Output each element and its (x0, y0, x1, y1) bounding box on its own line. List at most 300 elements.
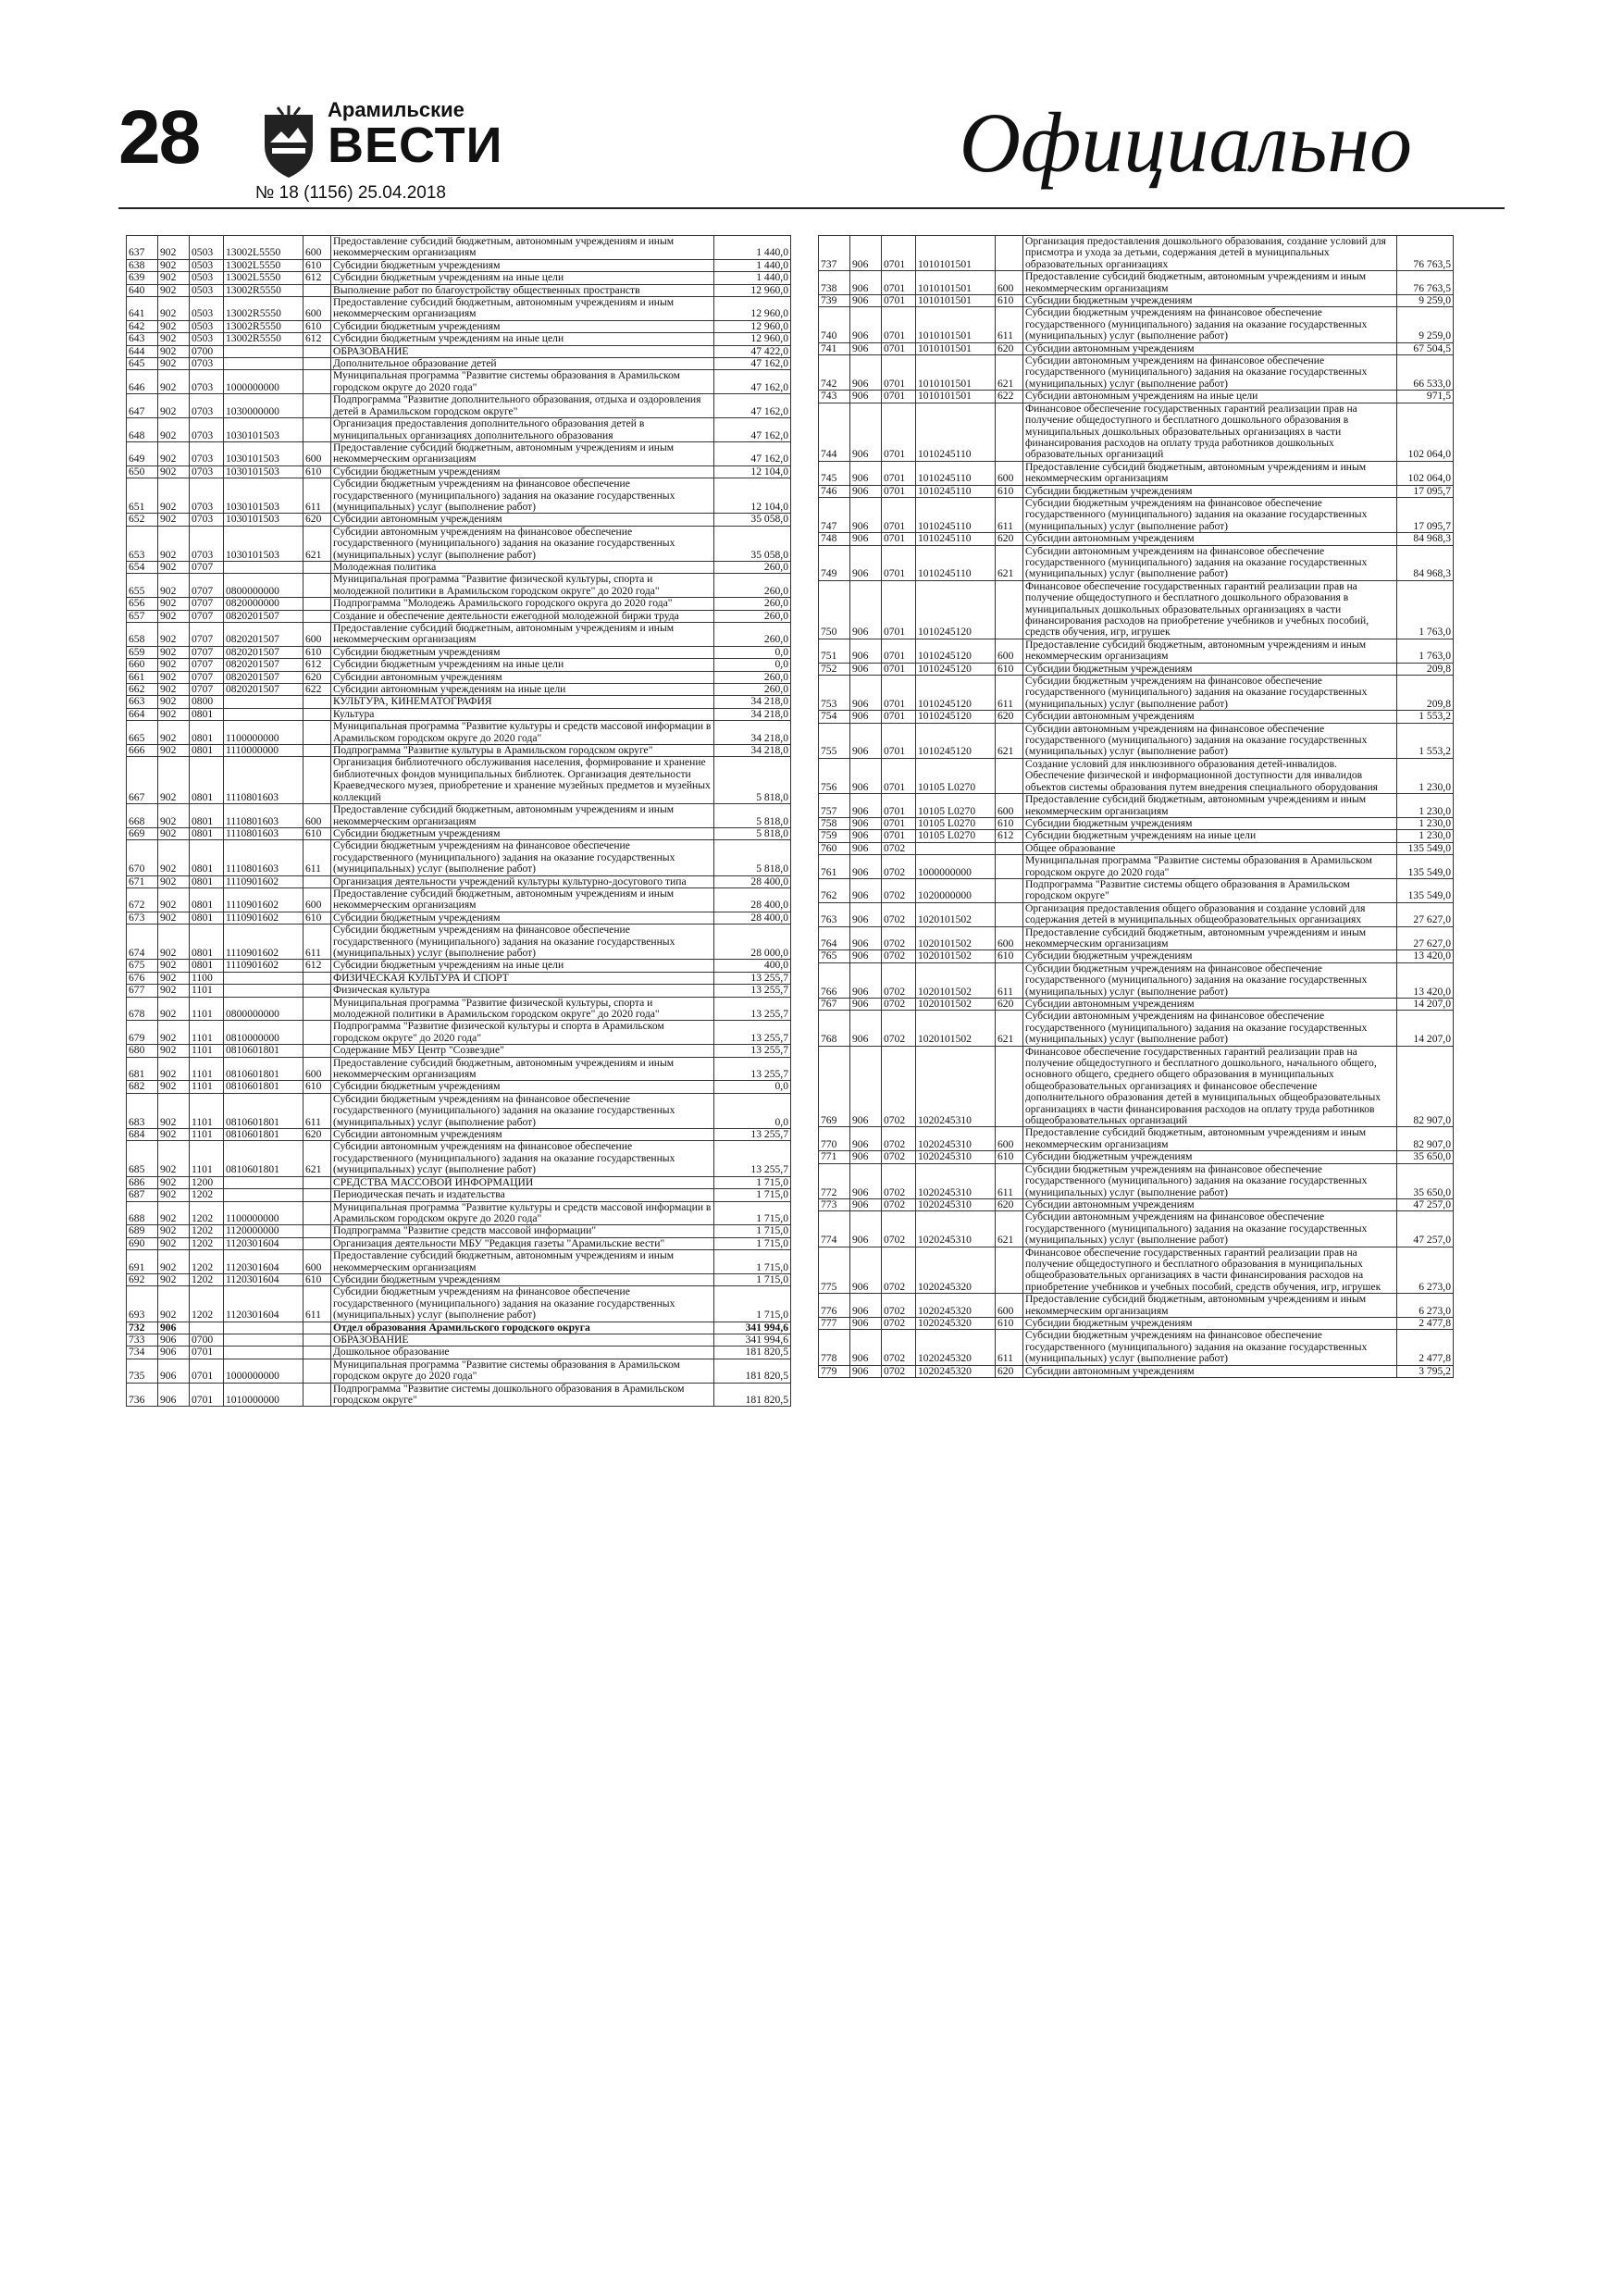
table-row (127, 985, 791, 997)
row-number: 746 (819, 485, 850, 497)
amount: 27 627,0 (1397, 902, 1454, 926)
amount: 341 994,6 (714, 1334, 791, 1346)
section-code: 1202 (190, 1237, 224, 1249)
table-row (127, 418, 791, 442)
row-number: 674 (127, 925, 158, 960)
table-row (819, 461, 1454, 485)
row-name: КУЛЬТУРА, КИНЕМАТОГРАФИЯ (331, 696, 714, 708)
section-code: 0503 (190, 236, 224, 260)
target-code: 1110901602 (224, 887, 304, 912)
target-code (224, 708, 304, 720)
ministry-code: 906 (850, 758, 882, 793)
row-number: 732 (127, 1322, 158, 1334)
target-code: 0810601801 (224, 1093, 304, 1128)
amount: 9 259,0 (1397, 295, 1454, 307)
row-number: 637 (127, 236, 158, 260)
section-code: 0503 (190, 297, 224, 321)
amount: 82 907,0 (1397, 1127, 1454, 1151)
table-row (127, 526, 791, 561)
expense-type: 612 (304, 333, 331, 345)
row-number: 677 (127, 985, 158, 997)
table-row (127, 721, 791, 745)
expense-type (304, 370, 331, 394)
row-number: 676 (127, 972, 158, 984)
target-code: 1110801603 (224, 840, 304, 875)
amount: 2 477,8 (1397, 1330, 1454, 1365)
row-number: 747 (819, 497, 850, 532)
section-code: 0801 (190, 827, 224, 839)
row-name: Муниципальная программа "Развитие физической культуры, спорта и молодежной политики в Арамильском городском округе" до 2020 года" (331, 574, 714, 598)
row-name: Субсидии автономным учреждениям на финансовое обеспечение государственного (муниципального) задания на оказание государственных (муниципальных) услуг (выполнение работ) (1023, 723, 1397, 758)
expense-type (304, 972, 331, 984)
expense-type: 621 (996, 355, 1023, 391)
row-name: Субсидии автономным учреждениям на финансовое обеспечение государственного (муниципального) задания на оказание государственных (муниципальных) услуг (выполнение работ) (331, 526, 714, 561)
expense-type (304, 1176, 331, 1188)
ministry-code: 906 (850, 342, 882, 354)
section-code: 0701 (882, 342, 916, 354)
section-code: 0702 (882, 1247, 916, 1294)
table-row (819, 926, 1454, 950)
section-code: 1101 (190, 985, 224, 997)
row-number: 770 (819, 1127, 850, 1151)
table-row (819, 794, 1454, 818)
table-row (819, 1365, 1454, 1377)
section-code: 0701 (882, 817, 916, 829)
row-name: Субсидии автономным учреждениям (331, 1129, 714, 1141)
row-number: 651 (127, 478, 158, 514)
amount: 14 207,0 (1397, 999, 1454, 1011)
amount: 1 715,0 (714, 1176, 791, 1188)
target-code (916, 842, 996, 854)
row-number: 680 (127, 1045, 158, 1057)
row-name: Субсидии бюджетным учреждениям (331, 912, 714, 924)
row-number: 733 (127, 1334, 158, 1346)
amount: 1 230,0 (1397, 817, 1454, 829)
row-number: 638 (127, 259, 158, 271)
ministry-code: 906 (158, 1359, 190, 1383)
expense-type (304, 1045, 331, 1057)
ministry-code: 902 (158, 358, 190, 370)
expense-type: 600 (304, 887, 331, 912)
section-code: 0702 (882, 1151, 916, 1163)
table-row (819, 1294, 1454, 1318)
amount: 260,0 (714, 610, 791, 622)
target-code: 0820000000 (224, 598, 304, 610)
section-code: 0707 (190, 598, 224, 610)
row-name: Субсидии автономным учреждениям на иные цели (331, 684, 714, 696)
ministry-code: 902 (158, 333, 190, 345)
target-code: 0810601801 (224, 1129, 304, 1141)
ministry-code: 902 (158, 1093, 190, 1128)
section-code: 0701 (882, 794, 916, 818)
expense-type: 611 (996, 1330, 1023, 1365)
expense-type (304, 757, 331, 804)
row-name: Предоставление субсидий бюджетным, автономным учреждениям и иным некоммерческим организациям (331, 441, 714, 465)
expense-type (304, 985, 331, 997)
row-number: 645 (127, 358, 158, 370)
table-row (819, 855, 1454, 879)
expense-type: 620 (996, 533, 1023, 545)
table-row (819, 580, 1454, 639)
target-code (224, 972, 304, 984)
section-code: 0701 (882, 236, 916, 271)
ministry-code: 902 (158, 659, 190, 671)
target-code: 1010101501 (916, 295, 996, 307)
ministry-code: 906 (850, 355, 882, 391)
ministry-code: 906 (850, 391, 882, 403)
amount: 1 230,0 (1397, 758, 1454, 793)
expense-type (304, 1189, 331, 1201)
ministry-code: 906 (850, 461, 882, 485)
row-number: 743 (819, 391, 850, 403)
expense-type (304, 708, 331, 720)
amount: 5 818,0 (714, 804, 791, 828)
table-row (127, 320, 791, 332)
row-name: Субсидии автономным учреждениям (1023, 999, 1397, 1011)
section-code: 0701 (190, 1347, 224, 1359)
section-code: 0801 (190, 804, 224, 828)
target-code: 13002L5550 (224, 236, 304, 260)
row-number: 771 (819, 1151, 850, 1163)
row-number: 734 (127, 1347, 158, 1359)
ministry-code: 906 (850, 236, 882, 271)
expense-type: 621 (996, 723, 1023, 758)
table-row (819, 342, 1454, 354)
ministry-code: 902 (158, 561, 190, 573)
section-code: 0701 (882, 391, 916, 403)
target-code: 1020245320 (916, 1365, 996, 1377)
section-code: 0702 (882, 950, 916, 962)
expense-type: 600 (304, 804, 331, 828)
amount: 1 553,2 (1397, 723, 1454, 758)
target-code (224, 696, 304, 708)
target-code: 1010245110 (916, 497, 996, 532)
section-code: 1101 (190, 997, 224, 1021)
expense-type: 600 (996, 461, 1023, 485)
row-name: Субсидии автономным учреждениям (1023, 342, 1397, 354)
table-row (819, 842, 1454, 854)
expense-type (996, 1046, 1023, 1127)
expense-type: 622 (996, 391, 1023, 403)
section-code: 0801 (190, 745, 224, 757)
expense-type: 600 (304, 236, 331, 260)
section-code: 0701 (190, 1359, 224, 1383)
target-code: 0820201507 (224, 659, 304, 671)
table-row (127, 875, 791, 887)
section-code: 0701 (882, 533, 916, 545)
expense-type: 621 (996, 1211, 1023, 1247)
table-row (819, 295, 1454, 307)
masthead (118, 93, 1477, 213)
table-row (127, 1176, 791, 1188)
ministry-code: 906 (850, 950, 882, 962)
ministry-code: 902 (158, 887, 190, 912)
expense-type (304, 394, 331, 418)
target-code: 0820201507 (224, 684, 304, 696)
table-row (127, 297, 791, 321)
expense-type (304, 745, 331, 757)
amount: 1 553,2 (1397, 711, 1454, 723)
expense-type: 610 (996, 663, 1023, 675)
row-name: Субсидии автономным учреждениям (331, 514, 714, 526)
section-code: 0701 (882, 639, 916, 663)
target-code: 0810601801 (224, 1045, 304, 1057)
row-name: ОБРАЗОВАНИЕ (331, 345, 714, 357)
amount: 47 162,0 (714, 370, 791, 394)
row-name: Субсидии бюджетным учреждениям на иные цели (331, 272, 714, 284)
section-code (190, 1322, 224, 1334)
target-code: 1010245110 (916, 545, 996, 580)
table-row (127, 659, 791, 671)
expense-type (996, 902, 1023, 926)
ministry-code: 902 (158, 745, 190, 757)
row-name: Муниципальная программа "Развитие культуры и средств массовой информации в Арамильском городском округе до 2020 года" (331, 1201, 714, 1225)
table-row (127, 478, 791, 514)
row-number: 768 (819, 1011, 850, 1046)
expense-type (304, 721, 331, 745)
amount: 135 549,0 (1397, 842, 1454, 854)
table-row (127, 1021, 791, 1045)
ministry-code: 906 (850, 271, 882, 295)
section-code: 0702 (882, 999, 916, 1011)
target-code: 1110901602 (224, 960, 304, 972)
row-number: 675 (127, 960, 158, 972)
row-number: 666 (127, 745, 158, 757)
row-name: Субсидии автономным учреждениям (1023, 1198, 1397, 1210)
amount: 47 422,0 (714, 345, 791, 357)
row-name: Финансовое обеспечение государственных гарантий реализации прав на получение общедоступного и бесплатного дошкольного, начального общего, основного общего, среднего общего образования в муниципальных общеобразовательных организациях и финансовое обеспечение дополнительного образования детей в муниципальных общеобразовательных организациях в части финансирования расходов на оплату труда работников общеобразовательных организаций (1023, 1046, 1397, 1127)
row-number: 668 (127, 804, 158, 828)
amount: 2 477,8 (1397, 1317, 1454, 1329)
table-row (127, 1201, 791, 1225)
row-name: Субсидии автономным учреждениям на финансовое обеспечение государственного (муниципального) задания на оказание государственных (муниципальных) услуг (выполнение работ) (1023, 545, 1397, 580)
target-code: 1010245120 (916, 639, 996, 663)
table-row (127, 1129, 791, 1141)
target-code: 1010245110 (916, 485, 996, 497)
section-code: 0703 (190, 465, 224, 478)
table-row (819, 1330, 1454, 1365)
ministry-code: 902 (158, 514, 190, 526)
row-name: Субсидии бюджетным учреждениям на финансовое обеспечение государственного (муниципального) задания на оказание государственных (муниципальных) услуг (выполнение работ) (1023, 1163, 1397, 1198)
expense-type: 611 (304, 478, 331, 514)
table-row (819, 271, 1454, 295)
row-number: 737 (819, 236, 850, 271)
target-code: 1020245310 (916, 1127, 996, 1151)
amount: 260,0 (714, 574, 791, 598)
row-number: 644 (127, 345, 158, 357)
target-code: 1020101502 (916, 902, 996, 926)
row-name: Субсидии бюджетным учреждениям на финансовое обеспечение государственного (муниципального) задания на оказание государственных (муниципальных) услуг (выполнение работ) (1023, 307, 1397, 342)
expense-type: 600 (304, 1057, 331, 1081)
expense-type (996, 1247, 1023, 1294)
expense-type: 612 (304, 960, 331, 972)
amount: 3 795,2 (1397, 1365, 1454, 1377)
row-number: 692 (127, 1273, 158, 1285)
table-row (819, 830, 1454, 842)
row-name: Создание и обеспечение деятельности ежегодной молодежной биржи труда (331, 610, 714, 622)
amount: 35 058,0 (714, 526, 791, 561)
row-name: Предоставление субсидий бюджетным, автономным учреждениям и иным некоммерческим организациям (331, 236, 714, 260)
target-code (224, 1334, 304, 1346)
row-name: ФИЗИЧЕСКАЯ КУЛЬТУРА И СПОРТ (331, 972, 714, 984)
section-code: 0801 (190, 925, 224, 960)
row-name: Подпрограмма "Развитие средств массовой информации" (331, 1225, 714, 1237)
coat-of-arms-icon (259, 105, 318, 180)
row-name: Предоставление субсидий бюджетным, автономным учреждениям и иным некоммерческим организациям (331, 1057, 714, 1081)
expense-type: 610 (996, 1151, 1023, 1163)
row-number: 683 (127, 1093, 158, 1128)
row-name: Предоставление субсидий бюджетным, автономным учреждениям и иным некоммерческим организациям (331, 623, 714, 647)
section-code: 1101 (190, 1021, 224, 1045)
row-number: 775 (819, 1247, 850, 1294)
section-code: 0701 (882, 711, 916, 723)
section-code: 0703 (190, 526, 224, 561)
target-code: 1030101503 (224, 465, 304, 478)
target-code: 1020101502 (916, 1011, 996, 1046)
target-code: 10105 L0270 (916, 758, 996, 793)
amount: 400,0 (714, 960, 791, 972)
expense-type: 610 (996, 950, 1023, 962)
row-number: 669 (127, 827, 158, 839)
ministry-code: 902 (158, 1201, 190, 1225)
ministry-code: 902 (158, 623, 190, 647)
row-name: Финансовое обеспечение государственных гарантий реализации прав на получение общедоступного и бесплатного дошкольного образования в муниципальных дошкольных образовательных организациях в части финансирования расходов на оплату труда работников дошкольных образовательных организаций (1023, 403, 1397, 461)
section-code: 0703 (190, 370, 224, 394)
target-code: 1100000000 (224, 1201, 304, 1225)
row-name: Предоставление субсидий бюджетным, автономным учреждениям и иным некоммерческим организациям (1023, 271, 1397, 295)
amount: 84 968,3 (1397, 545, 1454, 580)
amount: 13 255,7 (714, 985, 791, 997)
section-code: 0707 (190, 646, 224, 658)
ministry-code: 906 (850, 1365, 882, 1377)
row-number: 690 (127, 1237, 158, 1249)
row-name: Субсидии бюджетным учреждениям (331, 259, 714, 271)
table-row (819, 236, 1454, 271)
section-code: 1101 (190, 1141, 224, 1176)
table-row (127, 671, 791, 683)
table-row (127, 708, 791, 720)
section-code: 1101 (190, 1045, 224, 1057)
row-name: Предоставление субсидий бюджетным, автономным учреждениям и иным некоммерческим организациям (331, 804, 714, 828)
expense-type: 612 (996, 830, 1023, 842)
amount: 35 650,0 (1397, 1163, 1454, 1198)
row-number: 772 (819, 1163, 850, 1198)
row-name: Субсидии бюджетным учреждениям (331, 1081, 714, 1093)
expense-type (304, 1021, 331, 1045)
row-name: Субсидии бюджетным учреждениям (1023, 1317, 1397, 1329)
expense-type: 610 (304, 465, 331, 478)
ministry-code: 906 (850, 1163, 882, 1198)
ministry-code: 906 (850, 1046, 882, 1127)
amount: 13 420,0 (1397, 962, 1454, 998)
section-code: 0801 (190, 721, 224, 745)
amount: 260,0 (714, 684, 791, 696)
amount: 1 715,0 (714, 1225, 791, 1237)
section-code: 0800 (190, 696, 224, 708)
target-code: 1020101502 (916, 999, 996, 1011)
row-number: 671 (127, 875, 158, 887)
row-name: Подпрограмма "Молодежь Арамильского городского округа до 2020 года" (331, 598, 714, 610)
ministry-code: 906 (850, 1127, 882, 1151)
table-row (127, 514, 791, 526)
section-code: 1200 (190, 1176, 224, 1188)
table-row (127, 1347, 791, 1359)
section-code: 0702 (882, 1127, 916, 1151)
row-number: 779 (819, 1365, 850, 1377)
amount: 341 994,6 (714, 1322, 791, 1334)
table-row (127, 394, 791, 418)
target-code: 1020101502 (916, 962, 996, 998)
ministry-code: 906 (850, 580, 882, 639)
target-code: 1000000000 (916, 855, 996, 879)
row-number: 764 (819, 926, 850, 950)
row-number: 672 (127, 887, 158, 912)
amount: 28 400,0 (714, 887, 791, 912)
row-number: 652 (127, 514, 158, 526)
table-row (127, 1057, 791, 1081)
ministry-code: 902 (158, 708, 190, 720)
table-row (819, 1127, 1454, 1151)
section-code: 0707 (190, 574, 224, 598)
row-name: Субсидии бюджетным учреждениям на финансовое обеспечение государственного (муниципального) задания на оказание государственных (муниципальных) услуг (выполнение работ) (331, 925, 714, 960)
row-number: 774 (819, 1211, 850, 1247)
ministry-code: 902 (158, 960, 190, 972)
amount: 6 273,0 (1397, 1247, 1454, 1294)
row-name: Предоставление субсидий бюджетным, автономным учреждениям и иным некоммерческим организациям (1023, 794, 1397, 818)
table-row (127, 887, 791, 912)
section-code: 0702 (882, 926, 916, 950)
row-number: 760 (819, 842, 850, 854)
ministry-code: 906 (850, 676, 882, 711)
amount: 35 058,0 (714, 514, 791, 526)
amount: 13 255,7 (714, 997, 791, 1021)
target-code: 1010101501 (916, 236, 996, 271)
table-row (127, 561, 791, 573)
row-number: 639 (127, 272, 158, 284)
table-row (819, 403, 1454, 461)
ministry-code: 902 (158, 696, 190, 708)
amount: 47 162,0 (714, 441, 791, 465)
table-row (819, 962, 1454, 998)
amount: 181 820,5 (714, 1347, 791, 1359)
amount: 13 255,7 (714, 1021, 791, 1045)
section-code: 0702 (882, 842, 916, 854)
expense-type: 620 (304, 1129, 331, 1141)
row-number: 756 (819, 758, 850, 793)
amount: 1 440,0 (714, 259, 791, 271)
target-code (224, 985, 304, 997)
row-name: Организация библиотечного обслуживания населения, формирование и хранение библиотечных фондов муниципальных библиотек. Организация деятельности Краеведческого музея, приобретение и хранение музейных предметов и музейных коллекций (331, 757, 714, 804)
section-code: 1202 (190, 1273, 224, 1285)
row-name: Субсидии бюджетным учреждениям на иные цели (331, 333, 714, 345)
target-code: 1010245110 (916, 403, 996, 461)
ministry-code: 906 (850, 485, 882, 497)
amount: 34 218,0 (714, 696, 791, 708)
ministry-code: 902 (158, 236, 190, 260)
target-code: 1120301604 (224, 1237, 304, 1249)
ministry-code: 906 (850, 878, 882, 902)
section-code: 0702 (882, 1198, 916, 1210)
amount: 13 255,7 (714, 972, 791, 984)
target-code: 0820201507 (224, 671, 304, 683)
section-code: 0702 (882, 1046, 916, 1127)
amount: 209,8 (1397, 663, 1454, 675)
target-code: 1020245310 (916, 1151, 996, 1163)
section-code: 0503 (190, 272, 224, 284)
target-code: 1010000000 (224, 1383, 304, 1407)
target-code: 1010245120 (916, 580, 996, 639)
section-code: 0702 (882, 855, 916, 879)
